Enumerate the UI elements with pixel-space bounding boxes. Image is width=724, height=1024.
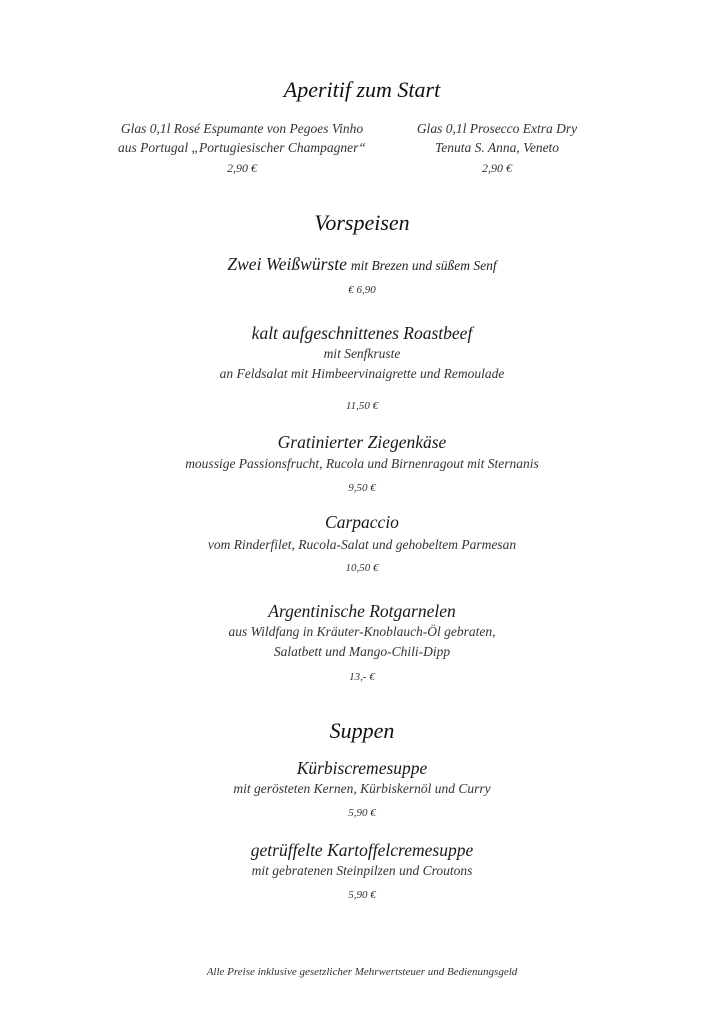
item-description: moussige Passionsfrucht, Rucola und Birnenragout mit Sternanis [185, 456, 539, 471]
item-description: Salatbett und Mango-Chili-Dipp [273, 644, 451, 659]
item-description: aus Wildfang in Kräuter-Knoblauch-Öl gebraten, [228, 624, 496, 639]
footer-note: Alle Preise inklusive gesetzlicher Mehrwertsteuer und Bedienungsgeld [206, 966, 518, 978]
item-description: mit gebratenen Steinpilzen und Croutons [251, 863, 473, 878]
section-title-suppen: Suppen [329, 718, 395, 743]
item-description: mit Senfkruste [323, 346, 401, 361]
item-name: Kürbiscremesuppe [296, 758, 428, 778]
item-name: Carpaccio [325, 512, 399, 532]
item-name: getrüffelte Kartoffelcremesuppe [250, 840, 474, 860]
item-price: 5,90 € [348, 807, 376, 819]
item-price: 5,90 € [348, 889, 376, 901]
item-price: 10,50 € [345, 562, 379, 574]
item-price: 2,90 € [227, 161, 257, 175]
item-price: 11,50 € [345, 400, 379, 412]
item-description: mit gerösteten Kernen, Kürbiskernöl und Curry [233, 781, 491, 796]
item-price: 9,50 € [348, 482, 376, 494]
item-line: Glas 0,1l Prosecco Extra Dry [416, 121, 578, 136]
item-price: 2,90 € [482, 161, 512, 175]
item-price: € 6,90 [348, 284, 376, 296]
item-name: Argentinische Rotgarnelen [268, 601, 456, 621]
item-line: aus Portugal „Portugiesischer Champagner“ [118, 140, 366, 155]
item-description: mit Brezen und süßem Senf [350, 258, 497, 273]
section-title-aperitif: Aperitif zum Start [283, 77, 441, 102]
item-name: Zwei Weißwürste [227, 254, 347, 274]
menu-item-weisswuerste [0, 252, 724, 276]
section-title-vorspeisen: Vorspeisen [314, 210, 410, 235]
item-name: Gratinierter Ziegenkäse [277, 432, 447, 452]
item-description: an Feldsalat mit Himbeervinaigrette und Remoulade [219, 366, 505, 381]
item-line: Glas 0,1l Rosé Espumante von Pegoes Vinho [120, 121, 364, 136]
item-price: 13,- € [349, 671, 375, 683]
item-line: Tenuta S. Anna, Veneto [434, 140, 560, 155]
item-description: vom Rinderfilet, Rucola-Salat und gehobeltem Parmesan [207, 537, 517, 552]
item-name: kalt aufgeschnittenes Roastbeef [251, 323, 473, 343]
